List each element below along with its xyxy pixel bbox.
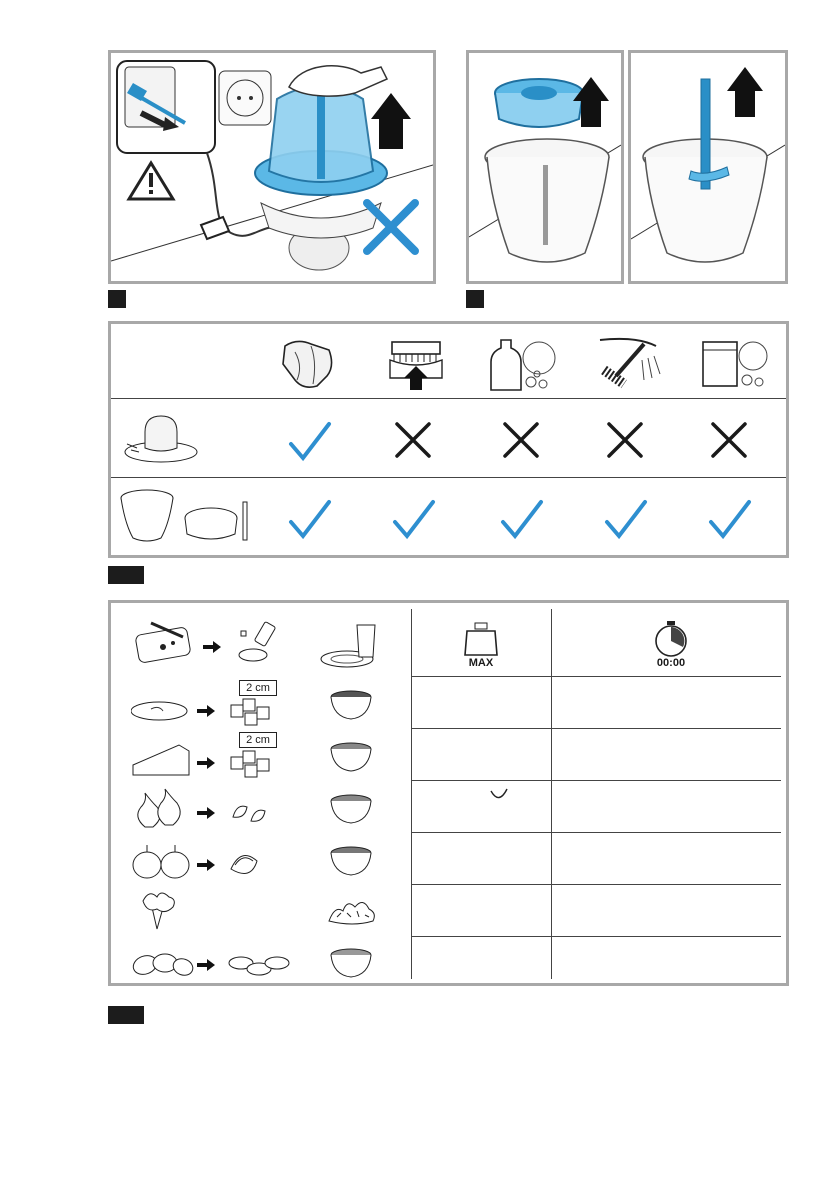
dishwasher-icon bbox=[697, 332, 771, 394]
chopped-herbs-icon bbox=[325, 893, 379, 929]
almonds-to-kernels-icon bbox=[131, 941, 301, 981]
figure-remove-blade-panel bbox=[628, 50, 788, 284]
motor-base-icon bbox=[121, 412, 201, 468]
check-icon bbox=[603, 496, 649, 542]
figure-tag-3 bbox=[108, 566, 144, 584]
figure-tag-1 bbox=[108, 290, 126, 308]
chopped-bowl-icon bbox=[329, 843, 373, 879]
cross-icon bbox=[709, 420, 749, 460]
cross-icon bbox=[393, 420, 433, 460]
garlic-to-cloves-icon bbox=[131, 787, 301, 831]
timer-label: 00:00 bbox=[656, 657, 686, 669]
check-icon bbox=[707, 496, 753, 542]
detergent-icon bbox=[483, 332, 557, 394]
remove-blade-illustration bbox=[631, 53, 785, 281]
garlic-clove-icon bbox=[489, 787, 509, 803]
check-icon bbox=[391, 496, 437, 542]
chopped-bowl-icon bbox=[329, 687, 373, 723]
cross-icon bbox=[367, 203, 415, 251]
chopped-bowl-icon bbox=[329, 945, 373, 981]
onion-to-pieces-icon bbox=[131, 839, 301, 883]
cross-icon bbox=[605, 420, 645, 460]
recipe-table-panel bbox=[108, 600, 789, 986]
size-label-2cm: 2 cm bbox=[239, 732, 277, 748]
figure-tag-4 bbox=[108, 1006, 144, 1024]
up-arrow-icon bbox=[727, 67, 763, 117]
unplug-illustration bbox=[111, 53, 433, 281]
size-label-2cm: 2 cm bbox=[239, 680, 277, 696]
parsley-icon bbox=[133, 887, 183, 931]
figure-unplug-panel bbox=[108, 50, 436, 284]
abrasive-sponge-icon bbox=[386, 336, 446, 392]
brush-under-water-icon bbox=[596, 334, 666, 392]
up-arrow-icon bbox=[371, 93, 411, 149]
figure-tag-2 bbox=[466, 290, 484, 308]
prepare-ingredients-icon bbox=[133, 617, 293, 667]
check-icon bbox=[287, 418, 333, 464]
check-icon bbox=[499, 496, 545, 542]
chopped-bowl-icon bbox=[329, 791, 373, 827]
cross-icon bbox=[501, 420, 541, 460]
figure-remove-lid-panel bbox=[466, 50, 624, 284]
timer-icon bbox=[651, 619, 691, 659]
cleaning-table-panel bbox=[108, 321, 789, 558]
plate-glass-icon bbox=[319, 617, 381, 669]
remove-lid-illustration bbox=[469, 53, 621, 281]
bowl-lid-blade-icon bbox=[117, 488, 257, 548]
weight-max-icon bbox=[461, 621, 501, 657]
check-icon bbox=[287, 496, 333, 542]
damp-cloth-icon bbox=[277, 336, 337, 392]
chopped-bowl-icon bbox=[329, 739, 373, 775]
max-label: MAX bbox=[468, 657, 494, 669]
